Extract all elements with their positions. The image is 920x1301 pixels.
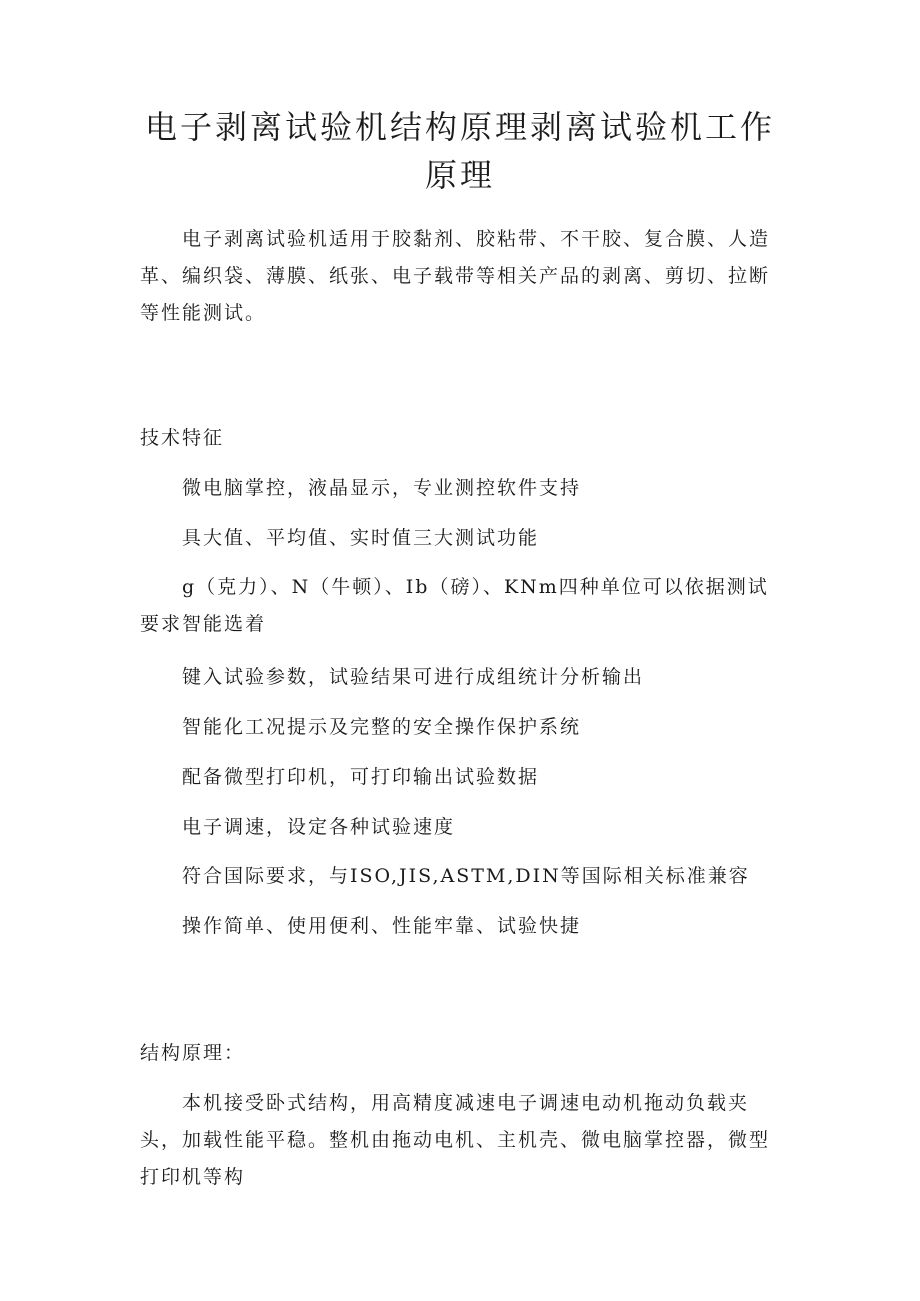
feature-item: 微电脑掌控，液晶显示，专业测控软件支持 (182, 477, 582, 499)
structure-heading: 结构原理： (140, 1042, 246, 1064)
feature-item: g（克力）、N（牛顿）、Ib（磅）、KNm四种单位可以依据测试要求智能选着 (140, 576, 769, 635)
feature-item: 符合国际要求，与ISO,JIS,ASTM,DIN等国际相关标准兼容 (182, 865, 750, 887)
document-title: 电子剥离试验机结构原理剥离试验机工作原理 (144, 108, 775, 194)
intro-paragraph: 电子剥离试验机适用于胶黏剂、胶粘带、不干胶、复合膜、人造革、编织袋、薄膜、纸张、电子载带等相关产品的剥离、剪切、拉断等性能测试。 (140, 228, 771, 324)
feature-item: 具大值、平均值、实时值三大测试功能 (182, 527, 540, 549)
features-heading: 技术特征 (140, 427, 225, 449)
feature-item: 操作简单、使用便利、性能牢靠、试验快捷 (182, 915, 582, 937)
feature-item: 键入试验参数，试验结果可进行成组统计分析输出 (182, 666, 645, 688)
feature-item: 智能化工况提示及完整的安全操作保护系统 (182, 716, 582, 738)
feature-item: 配备微型打印机，可打印输出试验数据 (182, 766, 540, 788)
feature-item: 电子调速，设定各种试验速度 (182, 816, 456, 838)
structure-paragraph: 本机接受卧式结构，用高精度减速电子调速电动机拖动负载夹头，加载性能平稳。整机由拖动电机、主机壳、微电脑掌控器，微型打印机等构 (140, 1092, 771, 1188)
